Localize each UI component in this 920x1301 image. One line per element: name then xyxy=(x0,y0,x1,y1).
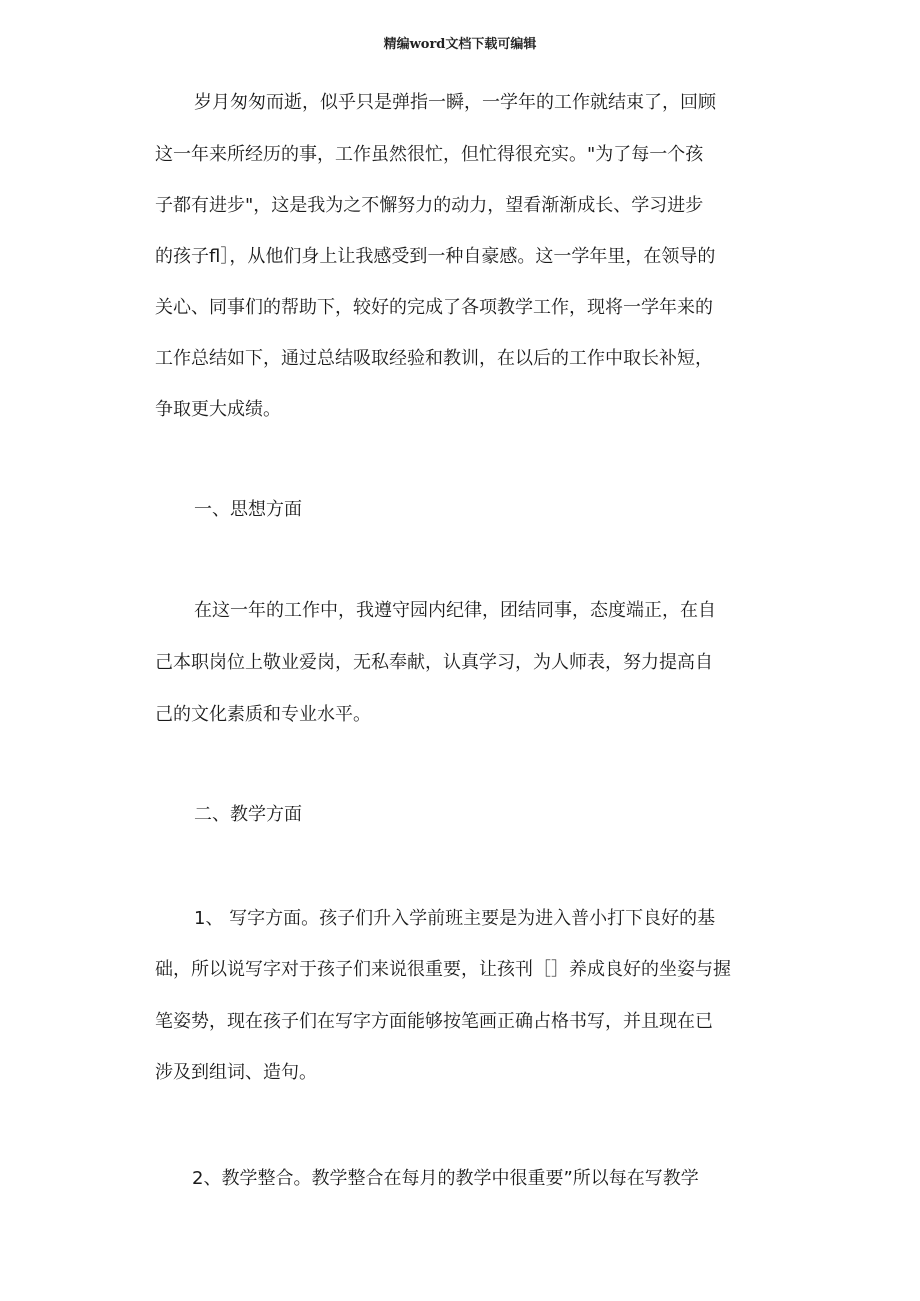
intro-line-6: 工作总结如下，通过总结吸取经验和教训，在以后的工作中取长补短， xyxy=(155,348,713,369)
writing-line-2: 础，所以说写字对于孩子们来说很重要，让孩刊［］养成良好的坐姿与握 xyxy=(155,959,731,980)
integration-line-1: 2、教学整合。教学整合在每月的教学中很重要”所以每在写教学 xyxy=(192,1168,699,1189)
thought-line-3: 己的文化素质和专业水平。 xyxy=(155,704,371,725)
section-heading-teaching: 二、教学方面 xyxy=(194,804,302,825)
intro-line-2: 这一年来所经历的事，工作虽然很忙，但忙得很充实。"为了每一个孩 xyxy=(155,144,704,165)
writing-line-4: 涉及到组词、造句。 xyxy=(155,1062,317,1083)
writing-line-1: 1、 写字方面。孩子们升入学前班主要是为进入普小打下良好的基 xyxy=(194,908,716,929)
intro-line-1: 岁月匆匆而逝，似乎只是弹指一瞬，一学年的工作就结束了，回顾 xyxy=(194,92,716,113)
section-heading-thought: 一、思想方面 xyxy=(194,499,302,520)
intro-line-5: 关心、同事们的帮助下，较好的完成了各项教学工作，现将一学年来的 xyxy=(155,297,713,318)
page-header: 精编word文档下载可编辑 xyxy=(383,37,537,52)
intro-line-7: 争取更大成绩。 xyxy=(155,399,281,420)
intro-line-3: 子都有进步"，这是我为之不懈努力的动力，望看渐渐成长、学习进步 xyxy=(155,195,704,216)
thought-line-1: 在这一年的工作中，我遵守园内纪律，团结同事，态度端正，在自 xyxy=(194,600,716,621)
writing-line-3: 笔姿势，现在孩子们在写字方面能够按笔画正确占格书写，并且现在已 xyxy=(155,1011,713,1032)
thought-line-2: 己本职岗位上敬业爱岗，无私奉献，认真学习，为人师表，努力提高自 xyxy=(155,652,713,673)
intro-line-4: 的孩子fl］，从他们身上让我感受到一种自豪感。这一学年里，在领导的 xyxy=(155,246,716,267)
